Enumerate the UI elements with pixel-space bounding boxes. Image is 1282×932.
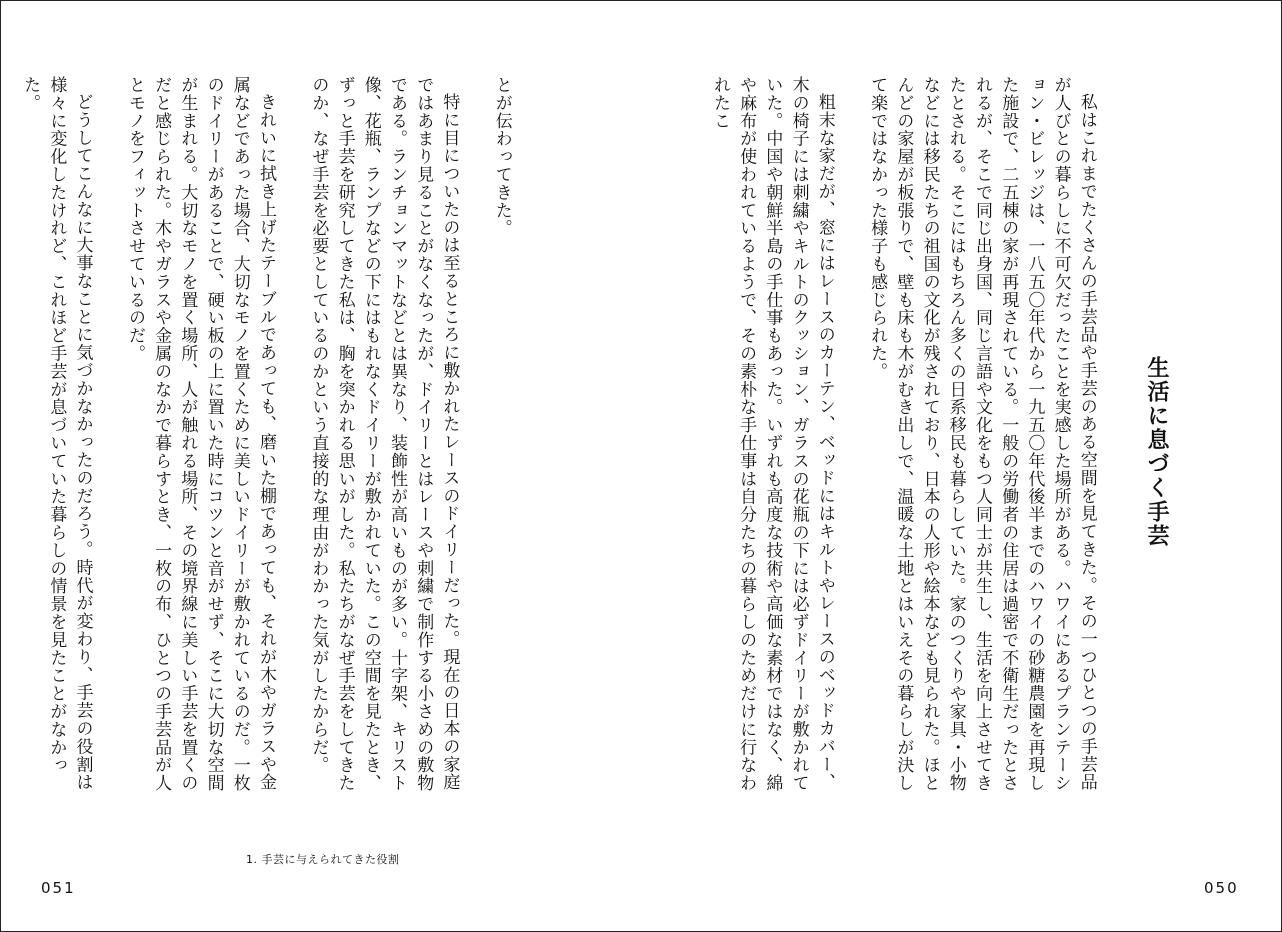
page-number-left: 051	[41, 879, 76, 897]
paragraph: 特に目についたのは至るところに敷かれたレースのドイリーだった。現在の日本の家庭ではあまり見ることがなくなったが、ドイリーとはレースや刺繍で制作する小さめの敷物である。ランチョンマットなどとは異なり、装飾性が高いものが多い。十字架、キリスト像、花瓶、ランプなどの下にはもれなくドイリーが敷かれていた。この空間を見たとき、ずっと手芸を研究してきた私は、胸を突かれる思いがした。私たちがなぜ手芸をしてきたのか、なぜ手芸を必要としているのかという直接的な理由がわかった気がしたからだ。	[308, 76, 460, 792]
running-head: 1. 手芸に与えられてきた役割	[246, 853, 400, 866]
paragraph: どうしてこんなに大事なことに気づかなかったのだろう。時代が変わり、手芸の役割は様々に変化したけれど、これほど手芸が息づいていた暮らしの情景を見たことがなかった。	[20, 76, 93, 792]
chapter-title: 生活に息づく手芸	[1144, 356, 1169, 548]
page-number-right: 050	[1204, 879, 1239, 897]
left-page-body	[20, 76, 541, 801]
paragraph: 私はこれまでたくさんの手芸品や手芸のある空間を見てきた。その一つひとつの手芸品が人びとの暮らしに不可欠だったことを実感した場所がある。ハワイにあるプランテーション・ビレッジは、一八五〇年代から一九五〇年代後半までのハワイの砂糖農園を再現した施設で、二五棟の家が再現されている。一般の労働者の住居は過密で不衛生だったとされるが、そこで同じ出身国、同じ言語や文化をもつ人同士が共生し、生活を向上させてきたとされる。そこにはもちろん多くの日系移民も暮らしていた。家のつくりや家具・小物などには移民たちの祖国の文化が残されており、日本の人形や絵本なども見られた。ほとんどの家屋が板張りで、壁も床も木がむき出しで、温暖な土地とはいえその暮らしが決して楽ではなかった様子も感じられた。	[867, 76, 1097, 792]
left-page	[1, 1, 641, 931]
paragraph: きれいに拭き上げたテーブルであっても、磨いた棚であっても、それが木やガラスや金属などであった場合、大切なモノを置くために美しいドイリーが敷かれているのだ。一枚のドイリーがあることで、硬い板の上に置いた時にコツンと音がせず、そこに大切な空間が生まれる。大切なモノを置く場所、人が触れる場所、その境界線に美しい手芸を置くのだと感じられた。木やガラスや金属のなかで暮らすとき、一枚の布、ひとつの手芸品が人とモノをフィットさせているのだ。	[124, 76, 276, 792]
paragraph: とが伝わってきた。	[491, 76, 512, 238]
right-page-body	[709, 76, 1126, 801]
right-page	[641, 1, 1281, 931]
paragraph: 粗末な家だが、窓にはレースのカーテン、ベッドにはキルトやレースのベッドカバー、木の椅子には刺繍やキルトのクッション、ガラスの花瓶の下には必ずドイリーが敷かれていた。中国や朝鮮半島の手仕事もあった。いずれも高度な技術や高価な素材ではなく、綿や麻布が使われているようで、その素朴な手仕事は自分たちの暮らしのためだけに行なわれたこ	[709, 76, 835, 792]
